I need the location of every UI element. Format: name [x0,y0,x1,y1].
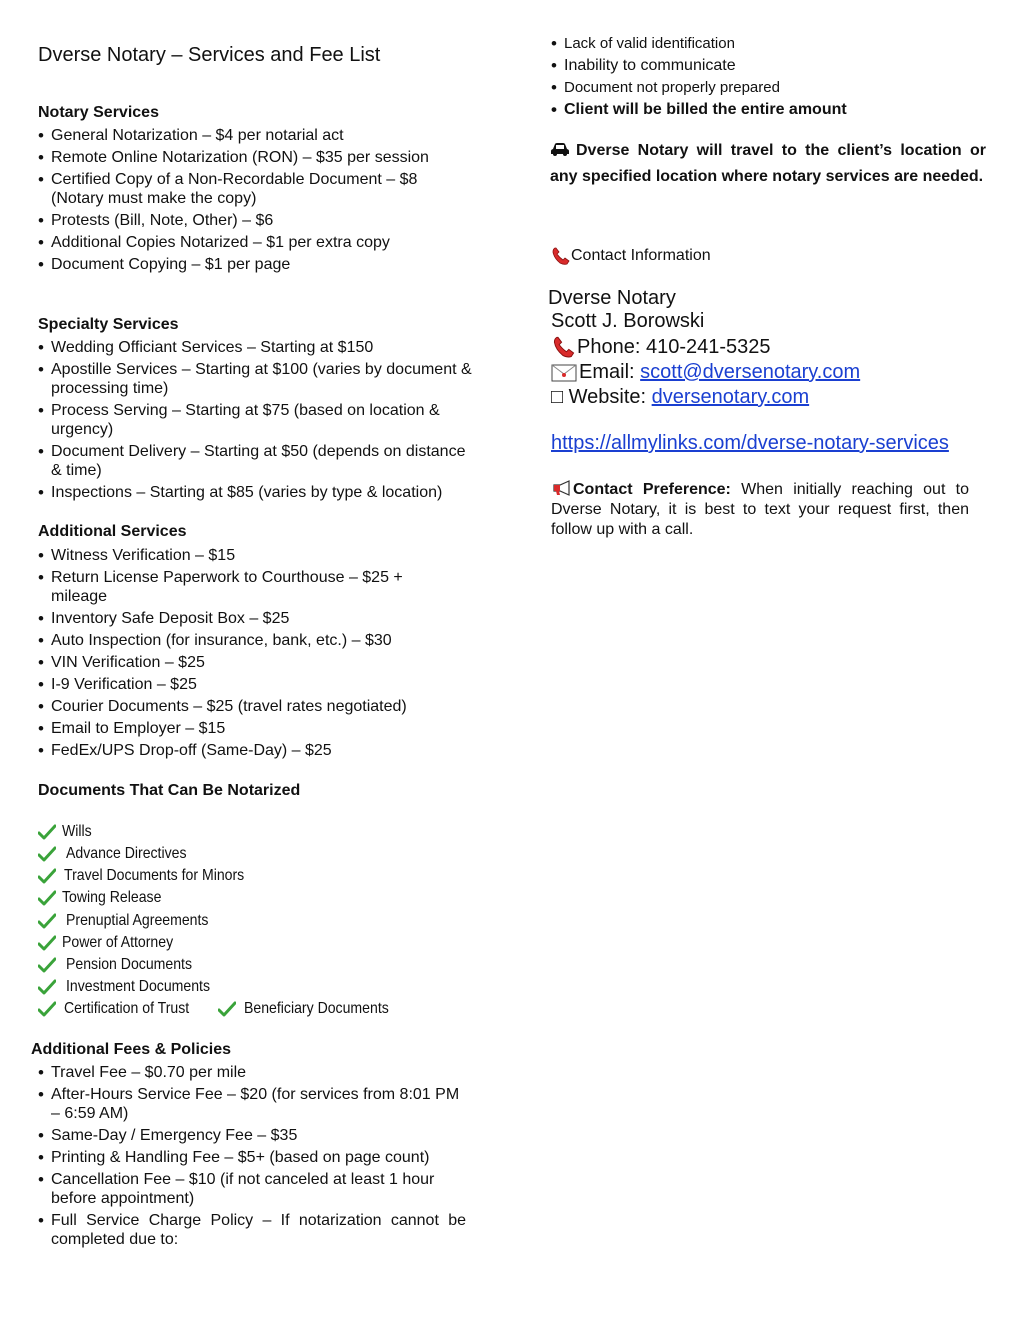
doc-label: Towing Release [62,889,162,906]
additional-services-heading: Additional Services [38,523,187,540]
business-name: Dverse Notary [548,287,676,309]
list-item: • VIN Verification – $25 [38,653,458,672]
list-item: • Witness Verification – $15 [38,546,458,565]
contact-heading [551,246,711,266]
doc-item-prenuptial [38,912,228,930]
list-item: • Document Copying – $1 per page [38,255,468,274]
checkmark-icon [38,935,56,951]
list-item: • Same-Day / Emergency Fee – $35 [38,1126,466,1145]
doc-item-certification-of-trust [38,1000,206,1018]
list-item: • Additional Copies Notarized – $1 per extra copy [38,233,468,252]
envelope-icon [551,364,577,382]
list-item: • Protests (Bill, Note, Other) – $6 [38,211,468,230]
doc-item-wills [38,823,96,841]
list-item: • Remote Online Notarization (RON) – $35 per session [38,148,468,167]
list-item: • Inability to communicate [551,56,971,75]
list-item: • FedEx/UPS Drop-off (Same-Day) – $25 [38,741,458,760]
preference-label: Contact Preference: [573,481,731,498]
car-icon [550,141,570,157]
email-label: Email: [579,361,635,383]
additional-services-list [38,546,458,763]
list-item: • Client will be billed the entire amount [551,100,971,119]
list-item: • Wedding Officiant Services – Starting at $150 [38,338,478,357]
list-item: • I-9 Verification – $25 [38,675,458,694]
doc-label: Advance Directives [66,845,187,862]
doc-item-investment [38,978,230,996]
fees-list [38,1063,466,1252]
list-item: • Courier Documents – $25 (travel rates negotiated) [38,697,458,716]
checkmark-icon [38,890,56,906]
documents-heading: Documents That Can Be Notarized [38,782,301,799]
policy-reasons-list [551,34,971,122]
phone-icon [551,335,577,359]
list-item: • Inspections – Starting at $85 (varies by type & location) [38,483,478,502]
checkmark-icon [218,1001,236,1017]
doc-label: Investment Documents [66,978,210,995]
contact-name: Scott J. Borowski [551,310,705,332]
doc-item-power-of-attorney [38,934,188,952]
email-line [551,361,860,384]
preference-text: When initially reaching out to Dverse Notary, it is best to text your request first, then follow up with a call. [551,481,970,538]
list-item: • Auto Inspection (for insurance, bank, etc.) – $30 [38,631,458,650]
phone-line [551,335,771,359]
website-line [551,386,809,409]
travel-text: Dverse Notary will travel to the client’s location or any specified location where notary services are needed. [550,142,986,185]
list-item: • Return License Paperwork to Courthouse – $25 + mileage [38,568,458,606]
list-item: • Lack of valid identification [551,34,971,53]
phone-number[interactable]: 410-241-5325 [645,335,771,358]
contact-heading-text: Contact Information [571,247,711,264]
doc-item-travel-documents [38,867,269,885]
list-item: • Email to Employer – $15 [38,719,458,738]
list-item: • After-Hours Service Fee – $20 (for services from 8:01 PM – 6:59 AM) [38,1085,466,1123]
phone-icon [551,246,571,266]
list-item: • Travel Fee – $0.70 per mile [38,1063,466,1082]
list-item: • Document not properly prepared [551,78,971,97]
list-item: • Process Serving – Starting at $75 (based on location & urgency) [38,401,478,439]
doc-item-beneficiary [218,1000,409,1018]
doc-label: Power of Attorney [62,934,174,951]
allmylinks-link[interactable]: https://allmylinks.com/dverse-notary-services [551,432,949,454]
megaphone-icon [551,480,573,496]
list-item: • Document Delivery – Starting at $50 (depends on distance & time) [38,442,478,480]
contact-preference [551,480,969,540]
doc-label: Certification of Trust [64,1000,190,1017]
notary-services-list [38,126,468,277]
checkmark-icon [38,957,56,973]
notary-services-heading: Notary Services [38,104,159,121]
checkmark-icon [38,868,56,884]
list-item: • Cancellation Fee – $10 (if not canceled at least 1 hour before appointment) [38,1170,466,1208]
checkmark-icon [38,824,56,840]
allmylinks-line [551,432,949,455]
list-item: • Full Service Charge Policy – If notarization cannot be completed due to: [38,1211,466,1249]
list-item: • Apostille Services – Starting at $100 (varies by document & processing time) [38,360,478,398]
list-item: • Certified Copy of a Non-Recordable Document – $8 (Notary must make the copy) [38,170,468,208]
doc-label: Pension Documents [66,956,193,973]
specialty-services-list [38,338,478,505]
fees-heading: Additional Fees & Policies [31,1041,232,1058]
phone-label: Phone: [577,335,641,358]
doc-label: Prenuptial Agreements [66,912,209,929]
doc-item-advance-directives [38,845,203,863]
travel-note [550,138,986,190]
list-item: • Inventory Safe Deposit Box – $25 [38,609,458,628]
checkmark-icon [38,846,56,862]
doc-label: Travel Documents for Minors [64,867,245,884]
website-link[interactable]: dversenotary.com [651,386,810,408]
doc-label: Beneficiary Documents [244,1000,389,1017]
checkmark-icon [38,979,56,995]
email-link[interactable]: scott@dversenotary.com [640,361,861,383]
doc-item-pension [38,956,209,974]
checkmark-icon [38,913,56,929]
page-title: Dverse Notary – Services and Fee List [38,44,381,66]
specialty-services-heading: Specialty Services [38,316,179,333]
doc-item-towing-release [38,889,175,907]
checkmark-icon [38,1001,56,1017]
doc-label: Wills [62,823,92,840]
list-item: • General Notarization – $4 per notarial act [38,126,468,145]
website-label: □ Website: [551,386,652,408]
list-item: • Printing & Handling Fee – $5+ (based on page count) [38,1148,466,1167]
